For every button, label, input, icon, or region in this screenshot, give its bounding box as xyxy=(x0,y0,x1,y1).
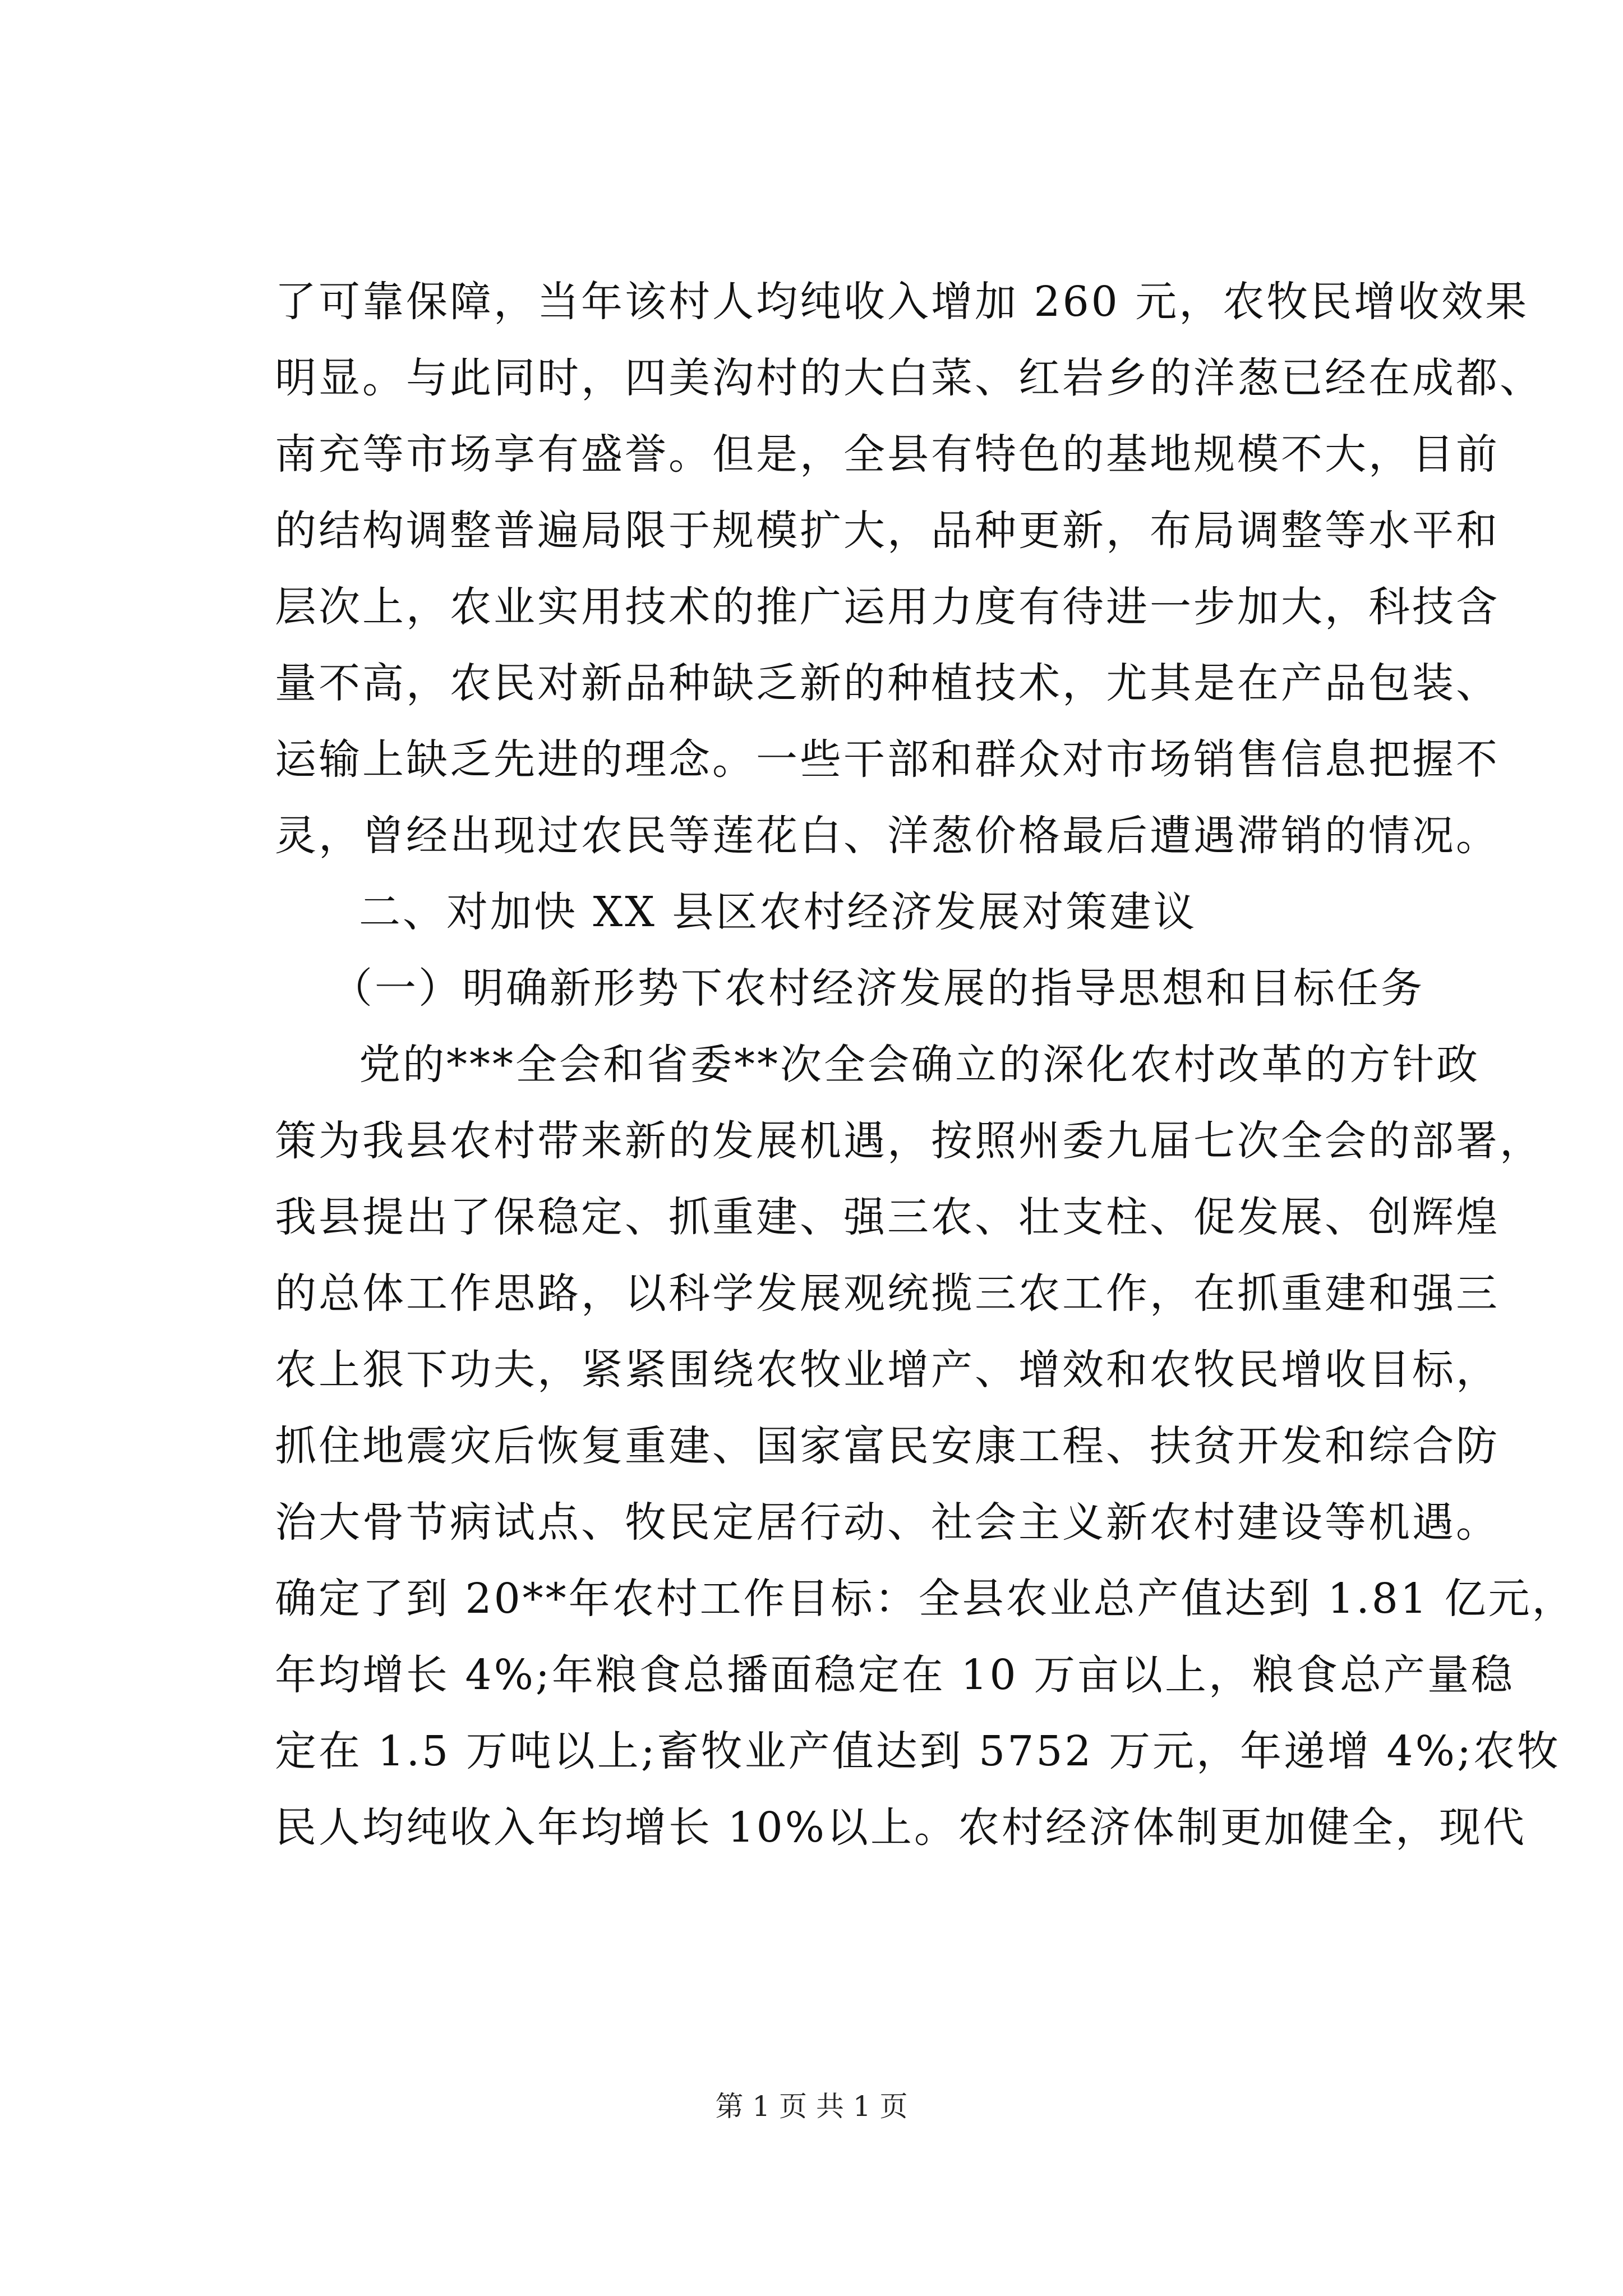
paragraph-line: 运输上缺乏先进的理念。一些干部和群众对市场销售信息把握不 xyxy=(275,735,1500,784)
paragraph-line: 南充等市场享有盛誉。但是，全县有特色的基地规模不大，目前 xyxy=(275,430,1500,478)
paragraph-line: 抓住地震灾后恢复重建、国家富民安康工程、扶贫开发和综合防 xyxy=(275,1422,1500,1470)
paragraph-line: 量不高，农民对新品种缺乏新的种植技术，尤其是在产品包装、 xyxy=(275,659,1500,707)
document-body xyxy=(275,264,1576,1866)
page-footer: 第 1 页 共 1 页 xyxy=(715,2090,908,2123)
paragraph-line: 层次上，农业实用技术的推广运用力度有待进一步加大，科技含 xyxy=(275,583,1500,631)
paragraph-line: 年均增长 4%;年粮食总播面稳定在 10 万亩以上，粮食总产量稳 xyxy=(275,1651,1515,1699)
subsection-heading: （一）明确新形势下农村经济发展的指导思想和目标任务 xyxy=(331,964,1424,1013)
paragraph-line: 的结构调整普遍局限于规模扩大，品种更新，布局调整等水平和 xyxy=(275,507,1500,555)
paragraph-line: 灵，曾经出现过农民等莲花白、洋葱价格最后遭遇滞销的情况。 xyxy=(275,812,1500,860)
paragraph-line: 我县提出了保稳定、抓重建、强三农、壮支柱、促发展、创辉煌 xyxy=(275,1193,1500,1241)
paragraph-line: 治大骨节病试点、牧民定居行动、社会主义新农村建设等机遇。 xyxy=(275,1498,1500,1547)
paragraph-line: 明显。与此同时，四美沟村的大白菜、红岩乡的洋葱已经在成都、 xyxy=(275,354,1543,402)
paragraph-line: 确定了到 20**年农村工作目标：全县农业总产值达到 1.81 亿元， xyxy=(275,1575,1576,1623)
paragraph-line: 策为我县农村带来新的发展机遇，按照州委九届七次全会的部署， xyxy=(275,1117,1543,1165)
paragraph-line: 民人均纯收入年均增长 10%以上。农村经济体制更加健全，现代 xyxy=(275,1803,1527,1852)
paragraph-line: 农上狠下功夫，紧紧围绕农牧业增产、增效和农牧民增收目标， xyxy=(275,1346,1500,1394)
section-heading: 二、对加快 XX 县区农村经济发展对策建议 xyxy=(359,888,1197,936)
paragraph-line: 定在 1.5 万吨以上;畜牧业产值达到 5752 万元，年递增 4%;农牧 xyxy=(275,1727,1561,1775)
paragraph-line: 党的***全会和省委**次全会确立的深化农村改革的方针政 xyxy=(359,1041,1480,1089)
paragraph-line: 的总体工作思路，以科学发展观统揽三农工作，在抓重建和强三 xyxy=(275,1269,1500,1318)
paragraph-line: 了可靠保障，当年该村人均纯收入增加 260 元，农牧民增收效果 xyxy=(275,278,1529,326)
